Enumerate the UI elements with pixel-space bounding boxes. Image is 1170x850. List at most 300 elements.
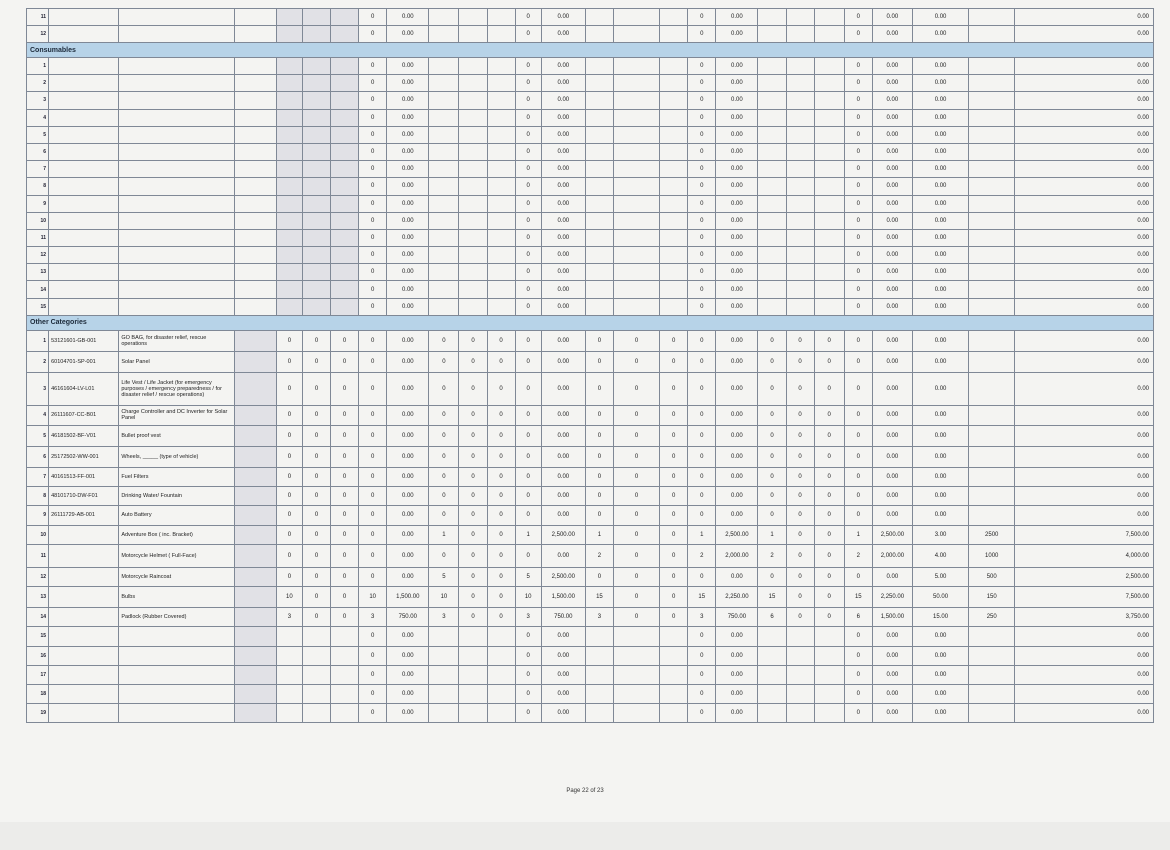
cell-value: 0 bbox=[844, 58, 872, 75]
item-description bbox=[119, 178, 234, 195]
cell-value: 0 bbox=[688, 626, 716, 646]
table-row bbox=[27, 372, 1154, 405]
cell-blank bbox=[234, 26, 276, 43]
cell-value: 0.00 bbox=[1015, 92, 1154, 109]
cell-value: 0 bbox=[613, 525, 659, 544]
cell-value: 0.00 bbox=[387, 178, 429, 195]
cell-value: 0.00 bbox=[716, 446, 758, 467]
cell-value bbox=[585, 9, 613, 26]
cell-value: 0.00 bbox=[387, 372, 429, 405]
cell-value: 0.00 bbox=[387, 467, 429, 486]
cell-value bbox=[302, 143, 330, 160]
cell-value: 0.00 bbox=[387, 351, 429, 372]
cell-value bbox=[814, 9, 844, 26]
cell-value bbox=[234, 446, 276, 467]
table-row bbox=[27, 75, 1154, 92]
cell-value: 0 bbox=[688, 505, 716, 525]
cell-value: 0 bbox=[515, 109, 541, 126]
cell-value: 0.00 bbox=[387, 109, 429, 126]
cell-value bbox=[487, 703, 515, 722]
cell-value: 0 bbox=[429, 446, 459, 467]
cell-value bbox=[429, 161, 459, 178]
cell-value: 0 bbox=[758, 446, 786, 467]
cell-value bbox=[331, 92, 359, 109]
cell-value: 0.00 bbox=[872, 703, 912, 722]
cell-value bbox=[613, 626, 659, 646]
cell-value: 0 bbox=[515, 195, 541, 212]
table-row bbox=[27, 229, 1154, 246]
cell-value bbox=[487, 247, 515, 264]
cell-value: 0 bbox=[276, 425, 302, 446]
cell-value bbox=[234, 626, 276, 646]
cell-value: 0 bbox=[844, 626, 872, 646]
cell-value: 0 bbox=[844, 161, 872, 178]
cell-value: 0.00 bbox=[1015, 486, 1154, 505]
cell-value: 0.00 bbox=[387, 264, 429, 281]
cell-value bbox=[459, 212, 487, 229]
cell-value bbox=[234, 567, 276, 586]
cell-value: 0 bbox=[660, 405, 688, 425]
cell-value: 0.00 bbox=[541, 486, 585, 505]
table-row bbox=[27, 567, 1154, 586]
cell-value: 0 bbox=[688, 330, 716, 351]
cell-value bbox=[660, 109, 688, 126]
cell-value: 0.00 bbox=[912, 212, 968, 229]
cell-value bbox=[758, 161, 786, 178]
cell-value: 0 bbox=[429, 486, 459, 505]
cell-value: 0 bbox=[844, 212, 872, 229]
cell-value: 0 bbox=[459, 505, 487, 525]
cell-value bbox=[786, 9, 814, 26]
cell-value bbox=[969, 229, 1015, 246]
item-description bbox=[119, 212, 234, 229]
cell-value: 15 bbox=[585, 586, 613, 607]
cell-value bbox=[459, 195, 487, 212]
table-row bbox=[27, 212, 1154, 229]
cell-value: 0 bbox=[359, 92, 387, 109]
cell-value bbox=[459, 665, 487, 684]
cell-value: 0.00 bbox=[1015, 646, 1154, 665]
cell-value: 0 bbox=[688, 247, 716, 264]
cell-value: 0 bbox=[276, 405, 302, 425]
cell-value: 0.00 bbox=[912, 178, 968, 195]
table-row bbox=[27, 281, 1154, 298]
cell-value: 0 bbox=[459, 467, 487, 486]
item-code bbox=[49, 212, 119, 229]
cell-value: 0.00 bbox=[912, 684, 968, 703]
cell-value: 0 bbox=[585, 330, 613, 351]
cell-value bbox=[613, 195, 659, 212]
cell-value: 0.00 bbox=[912, 281, 968, 298]
cell-value: 0 bbox=[660, 525, 688, 544]
cell-value bbox=[276, 247, 302, 264]
cell-value: 0 bbox=[844, 195, 872, 212]
cell-value: 0.00 bbox=[716, 281, 758, 298]
cell-value: 0 bbox=[487, 544, 515, 567]
cell-value: 0 bbox=[515, 446, 541, 467]
cell-value: 0 bbox=[786, 486, 814, 505]
cell-value: 0 bbox=[359, 195, 387, 212]
cell-value: 0.00 bbox=[912, 58, 968, 75]
cell-value: 0.00 bbox=[541, 161, 585, 178]
cell-value: 0.00 bbox=[872, 212, 912, 229]
cell-value: 2,500.00 bbox=[1015, 567, 1154, 586]
cell-value: 0 bbox=[786, 467, 814, 486]
cell-value: 0.00 bbox=[1015, 195, 1154, 212]
cell-value bbox=[585, 178, 613, 195]
cell-value: 0 bbox=[331, 544, 359, 567]
cell-value: 0 bbox=[786, 330, 814, 351]
cell-value: 0.00 bbox=[1015, 351, 1154, 372]
cell-value: 0.00 bbox=[872, 109, 912, 126]
cell-value: 0.00 bbox=[912, 247, 968, 264]
item-code bbox=[49, 586, 119, 607]
cell-value bbox=[487, 92, 515, 109]
row-number: 15 bbox=[27, 626, 49, 646]
cell-value: 0 bbox=[515, 684, 541, 703]
cell-value bbox=[276, 646, 302, 665]
cell-value: 0 bbox=[515, 92, 541, 109]
item-description: Motorcycle Raincoat bbox=[119, 567, 234, 586]
cell-value bbox=[487, 9, 515, 26]
cell-value bbox=[459, 247, 487, 264]
cell-value bbox=[429, 126, 459, 143]
table-row bbox=[27, 126, 1154, 143]
cell-value bbox=[969, 264, 1015, 281]
cell-value: 0 bbox=[814, 351, 844, 372]
cell-value: 0.00 bbox=[387, 143, 429, 160]
cell-value: 0.00 bbox=[912, 75, 968, 92]
cell-value bbox=[758, 247, 786, 264]
cell-value bbox=[786, 143, 814, 160]
cell-value: 0.00 bbox=[1015, 109, 1154, 126]
cell-value: 0 bbox=[786, 425, 814, 446]
cell-value bbox=[969, 26, 1015, 43]
cell-value: 0 bbox=[429, 425, 459, 446]
cell-value bbox=[331, 684, 359, 703]
item-code bbox=[49, 703, 119, 722]
cell-value: 0 bbox=[515, 505, 541, 525]
cell-value: 0 bbox=[844, 567, 872, 586]
cell-value: 2 bbox=[844, 544, 872, 567]
cell-value bbox=[758, 178, 786, 195]
cell-value bbox=[331, 212, 359, 229]
cell-value: 0.00 bbox=[716, 161, 758, 178]
cell-value bbox=[660, 646, 688, 665]
cell-value: 0.00 bbox=[716, 9, 758, 26]
cell-value: 0.00 bbox=[872, 247, 912, 264]
cell-value bbox=[969, 9, 1015, 26]
cell-value: 0.00 bbox=[1015, 446, 1154, 467]
item-code bbox=[49, 195, 119, 212]
cell-value bbox=[487, 665, 515, 684]
cell-value: 0 bbox=[688, 351, 716, 372]
cell-value: 0 bbox=[585, 351, 613, 372]
cell-value bbox=[459, 92, 487, 109]
cell-value bbox=[302, 212, 330, 229]
cell-value: 4.00 bbox=[912, 544, 968, 567]
cell-value: 3 bbox=[429, 607, 459, 626]
cell-value: 15.00 bbox=[912, 607, 968, 626]
cell-value: 0 bbox=[786, 525, 814, 544]
cell-value: 0 bbox=[613, 351, 659, 372]
cell-value: 0 bbox=[429, 544, 459, 567]
cell-value: 0.00 bbox=[541, 544, 585, 567]
cell-value: 0.00 bbox=[541, 264, 585, 281]
cell-value: 7,500.00 bbox=[1015, 525, 1154, 544]
cell-value: 0.00 bbox=[387, 281, 429, 298]
cell-value: 0 bbox=[515, 75, 541, 92]
cell-value: 0 bbox=[814, 544, 844, 567]
cell-value: 0.00 bbox=[541, 195, 585, 212]
cell-value: 0.00 bbox=[387, 26, 429, 43]
cell-value: 0 bbox=[688, 646, 716, 665]
table-row bbox=[27, 684, 1154, 703]
cell-value bbox=[585, 626, 613, 646]
cell-value: 0 bbox=[515, 425, 541, 446]
cell-value: 0.00 bbox=[541, 9, 585, 26]
cell-value: 0.00 bbox=[872, 467, 912, 486]
cell-value: 0.00 bbox=[541, 178, 585, 195]
table-row bbox=[27, 264, 1154, 281]
cell-value: 0 bbox=[814, 330, 844, 351]
cell-value: 0 bbox=[515, 26, 541, 43]
cell-value: 0 bbox=[487, 351, 515, 372]
cell-value: 0 bbox=[429, 405, 459, 425]
cell-value bbox=[276, 126, 302, 143]
cell-value: 0 bbox=[515, 298, 541, 315]
cell-value bbox=[429, 26, 459, 43]
cell-value: 0 bbox=[814, 372, 844, 405]
cell-value: 2,000.00 bbox=[872, 544, 912, 567]
cell-value: 0 bbox=[359, 567, 387, 586]
cell-value: 0 bbox=[688, 9, 716, 26]
cell-value bbox=[234, 467, 276, 486]
cell-value bbox=[969, 58, 1015, 75]
cell-blank bbox=[234, 75, 276, 92]
row-number: 6 bbox=[27, 143, 49, 160]
item-description: Drinking Water/ Fountain bbox=[119, 486, 234, 505]
cell-value: 0.00 bbox=[912, 486, 968, 505]
cell-value: 0 bbox=[487, 486, 515, 505]
row-number: 19 bbox=[27, 703, 49, 722]
cell-value bbox=[459, 26, 487, 43]
cell-value: 0 bbox=[429, 372, 459, 405]
row-number: 7 bbox=[27, 467, 49, 486]
row-number: 12 bbox=[27, 567, 49, 586]
cell-value bbox=[786, 75, 814, 92]
cell-value: 0 bbox=[613, 467, 659, 486]
cell-value: 0 bbox=[331, 607, 359, 626]
cell-value bbox=[969, 330, 1015, 351]
cell-value: 0.00 bbox=[541, 26, 585, 43]
cell-value: 1,500.00 bbox=[387, 586, 429, 607]
cell-value: 0 bbox=[613, 330, 659, 351]
item-code bbox=[49, 281, 119, 298]
cell-value: 0.00 bbox=[1015, 9, 1154, 26]
cell-value: 0 bbox=[814, 405, 844, 425]
cell-value bbox=[276, 229, 302, 246]
row-number: 11 bbox=[27, 9, 49, 26]
cell-value: 2 bbox=[758, 544, 786, 567]
cell-value: 0.00 bbox=[541, 298, 585, 315]
cell-value bbox=[459, 126, 487, 143]
cell-value: 0.00 bbox=[387, 425, 429, 446]
item-description bbox=[119, 143, 234, 160]
item-code: 26111729-AB-001 bbox=[49, 505, 119, 525]
cell-value: 0.00 bbox=[541, 446, 585, 467]
cell-value bbox=[969, 703, 1015, 722]
cell-value bbox=[331, 281, 359, 298]
cell-value: 0 bbox=[844, 281, 872, 298]
cell-value bbox=[302, 92, 330, 109]
row-number: 8 bbox=[27, 178, 49, 195]
cell-value: 0 bbox=[660, 372, 688, 405]
cell-value bbox=[585, 143, 613, 160]
cell-value bbox=[276, 264, 302, 281]
item-code: 48101710-DW-F01 bbox=[49, 486, 119, 505]
cell-value: 0.00 bbox=[1015, 229, 1154, 246]
cell-value: 0.00 bbox=[912, 9, 968, 26]
cell-value bbox=[969, 212, 1015, 229]
cell-value: 0.00 bbox=[387, 665, 429, 684]
table-row bbox=[27, 586, 1154, 607]
cell-value: 2500 bbox=[969, 525, 1015, 544]
cell-value bbox=[459, 178, 487, 195]
cell-value bbox=[331, 109, 359, 126]
item-code bbox=[49, 109, 119, 126]
cell-value: 3 bbox=[515, 607, 541, 626]
cell-value bbox=[459, 281, 487, 298]
item-code: 40161513-FF-001 bbox=[49, 467, 119, 486]
cell-value bbox=[814, 247, 844, 264]
cell-value bbox=[487, 58, 515, 75]
cell-value: 1,500.00 bbox=[872, 607, 912, 626]
cell-value bbox=[758, 58, 786, 75]
cell-value: 0.00 bbox=[716, 26, 758, 43]
cell-value: 250 bbox=[969, 607, 1015, 626]
cell-value bbox=[459, 75, 487, 92]
item-code bbox=[49, 626, 119, 646]
cell-value bbox=[459, 229, 487, 246]
cell-value bbox=[613, 58, 659, 75]
cell-value: 50.00 bbox=[912, 586, 968, 607]
cell-value: 0 bbox=[660, 586, 688, 607]
cell-value: 0.00 bbox=[872, 372, 912, 405]
cell-value bbox=[758, 143, 786, 160]
cell-value: 0.00 bbox=[872, 58, 912, 75]
cell-value: 0 bbox=[487, 586, 515, 607]
cell-value: 0 bbox=[459, 425, 487, 446]
cell-value bbox=[969, 446, 1015, 467]
cell-value bbox=[585, 195, 613, 212]
cell-value: 0 bbox=[515, 212, 541, 229]
table-row bbox=[27, 178, 1154, 195]
row-number: 5 bbox=[27, 126, 49, 143]
cell-value bbox=[814, 178, 844, 195]
cell-value: 0.00 bbox=[716, 298, 758, 315]
cell-value bbox=[660, 92, 688, 109]
cell-value bbox=[429, 212, 459, 229]
cell-value: 0 bbox=[660, 505, 688, 525]
cell-value bbox=[814, 26, 844, 43]
cell-value bbox=[660, 229, 688, 246]
item-description bbox=[119, 298, 234, 315]
cell-value: 0.00 bbox=[1015, 665, 1154, 684]
cell-value: 1,500.00 bbox=[541, 586, 585, 607]
cell-value: 0 bbox=[688, 567, 716, 586]
cell-value bbox=[660, 264, 688, 281]
cell-value: 0.00 bbox=[387, 544, 429, 567]
cell-value: 0.00 bbox=[912, 351, 968, 372]
cell-value bbox=[660, 143, 688, 160]
item-code bbox=[49, 646, 119, 665]
table-row bbox=[27, 626, 1154, 646]
item-description bbox=[119, 646, 234, 665]
cell-value bbox=[969, 626, 1015, 646]
cell-value: 0 bbox=[786, 544, 814, 567]
item-code: 46161604-LV-L01 bbox=[49, 372, 119, 405]
cell-value: 0 bbox=[585, 567, 613, 586]
item-description: Bullet proof vest bbox=[119, 425, 234, 446]
cell-value: 0.00 bbox=[912, 195, 968, 212]
cell-value: 10 bbox=[359, 586, 387, 607]
cell-value: 0.00 bbox=[716, 405, 758, 425]
cell-value bbox=[234, 684, 276, 703]
cell-value bbox=[459, 626, 487, 646]
cell-value: 0.00 bbox=[912, 703, 968, 722]
item-description: Adventure Box ( inc. Bracket) bbox=[119, 525, 234, 544]
item-description bbox=[119, 703, 234, 722]
cell-value bbox=[758, 195, 786, 212]
cell-value bbox=[758, 109, 786, 126]
cell-value: 0 bbox=[359, 298, 387, 315]
cell-value bbox=[660, 684, 688, 703]
cell-value bbox=[969, 178, 1015, 195]
row-number: 10 bbox=[27, 525, 49, 544]
cell-value: 0 bbox=[429, 330, 459, 351]
cell-value: 0 bbox=[359, 684, 387, 703]
cell-value: 0.00 bbox=[716, 372, 758, 405]
cell-value bbox=[814, 264, 844, 281]
cell-value: 0.00 bbox=[387, 505, 429, 525]
table-row bbox=[27, 405, 1154, 425]
cell-value: 500 bbox=[969, 567, 1015, 586]
cell-value: 0 bbox=[459, 525, 487, 544]
cell-value: 0 bbox=[459, 372, 487, 405]
cell-value bbox=[429, 75, 459, 92]
cell-value: 0 bbox=[688, 143, 716, 160]
cell-value bbox=[613, 178, 659, 195]
cell-value bbox=[814, 684, 844, 703]
cell-value bbox=[487, 646, 515, 665]
item-code bbox=[49, 92, 119, 109]
cell-value bbox=[429, 58, 459, 75]
cell-value: 0 bbox=[688, 178, 716, 195]
cell-value bbox=[585, 212, 613, 229]
cell-value: 0 bbox=[660, 467, 688, 486]
cell-value: 0 bbox=[359, 626, 387, 646]
cell-value: 0.00 bbox=[872, 351, 912, 372]
cell-value: 0.00 bbox=[387, 330, 429, 351]
cell-value: 0 bbox=[359, 703, 387, 722]
cell-value bbox=[459, 646, 487, 665]
row-number: 2 bbox=[27, 75, 49, 92]
cell-value bbox=[786, 281, 814, 298]
cell-value bbox=[429, 264, 459, 281]
cell-value: 3 bbox=[585, 607, 613, 626]
cell-value: 0 bbox=[302, 372, 330, 405]
